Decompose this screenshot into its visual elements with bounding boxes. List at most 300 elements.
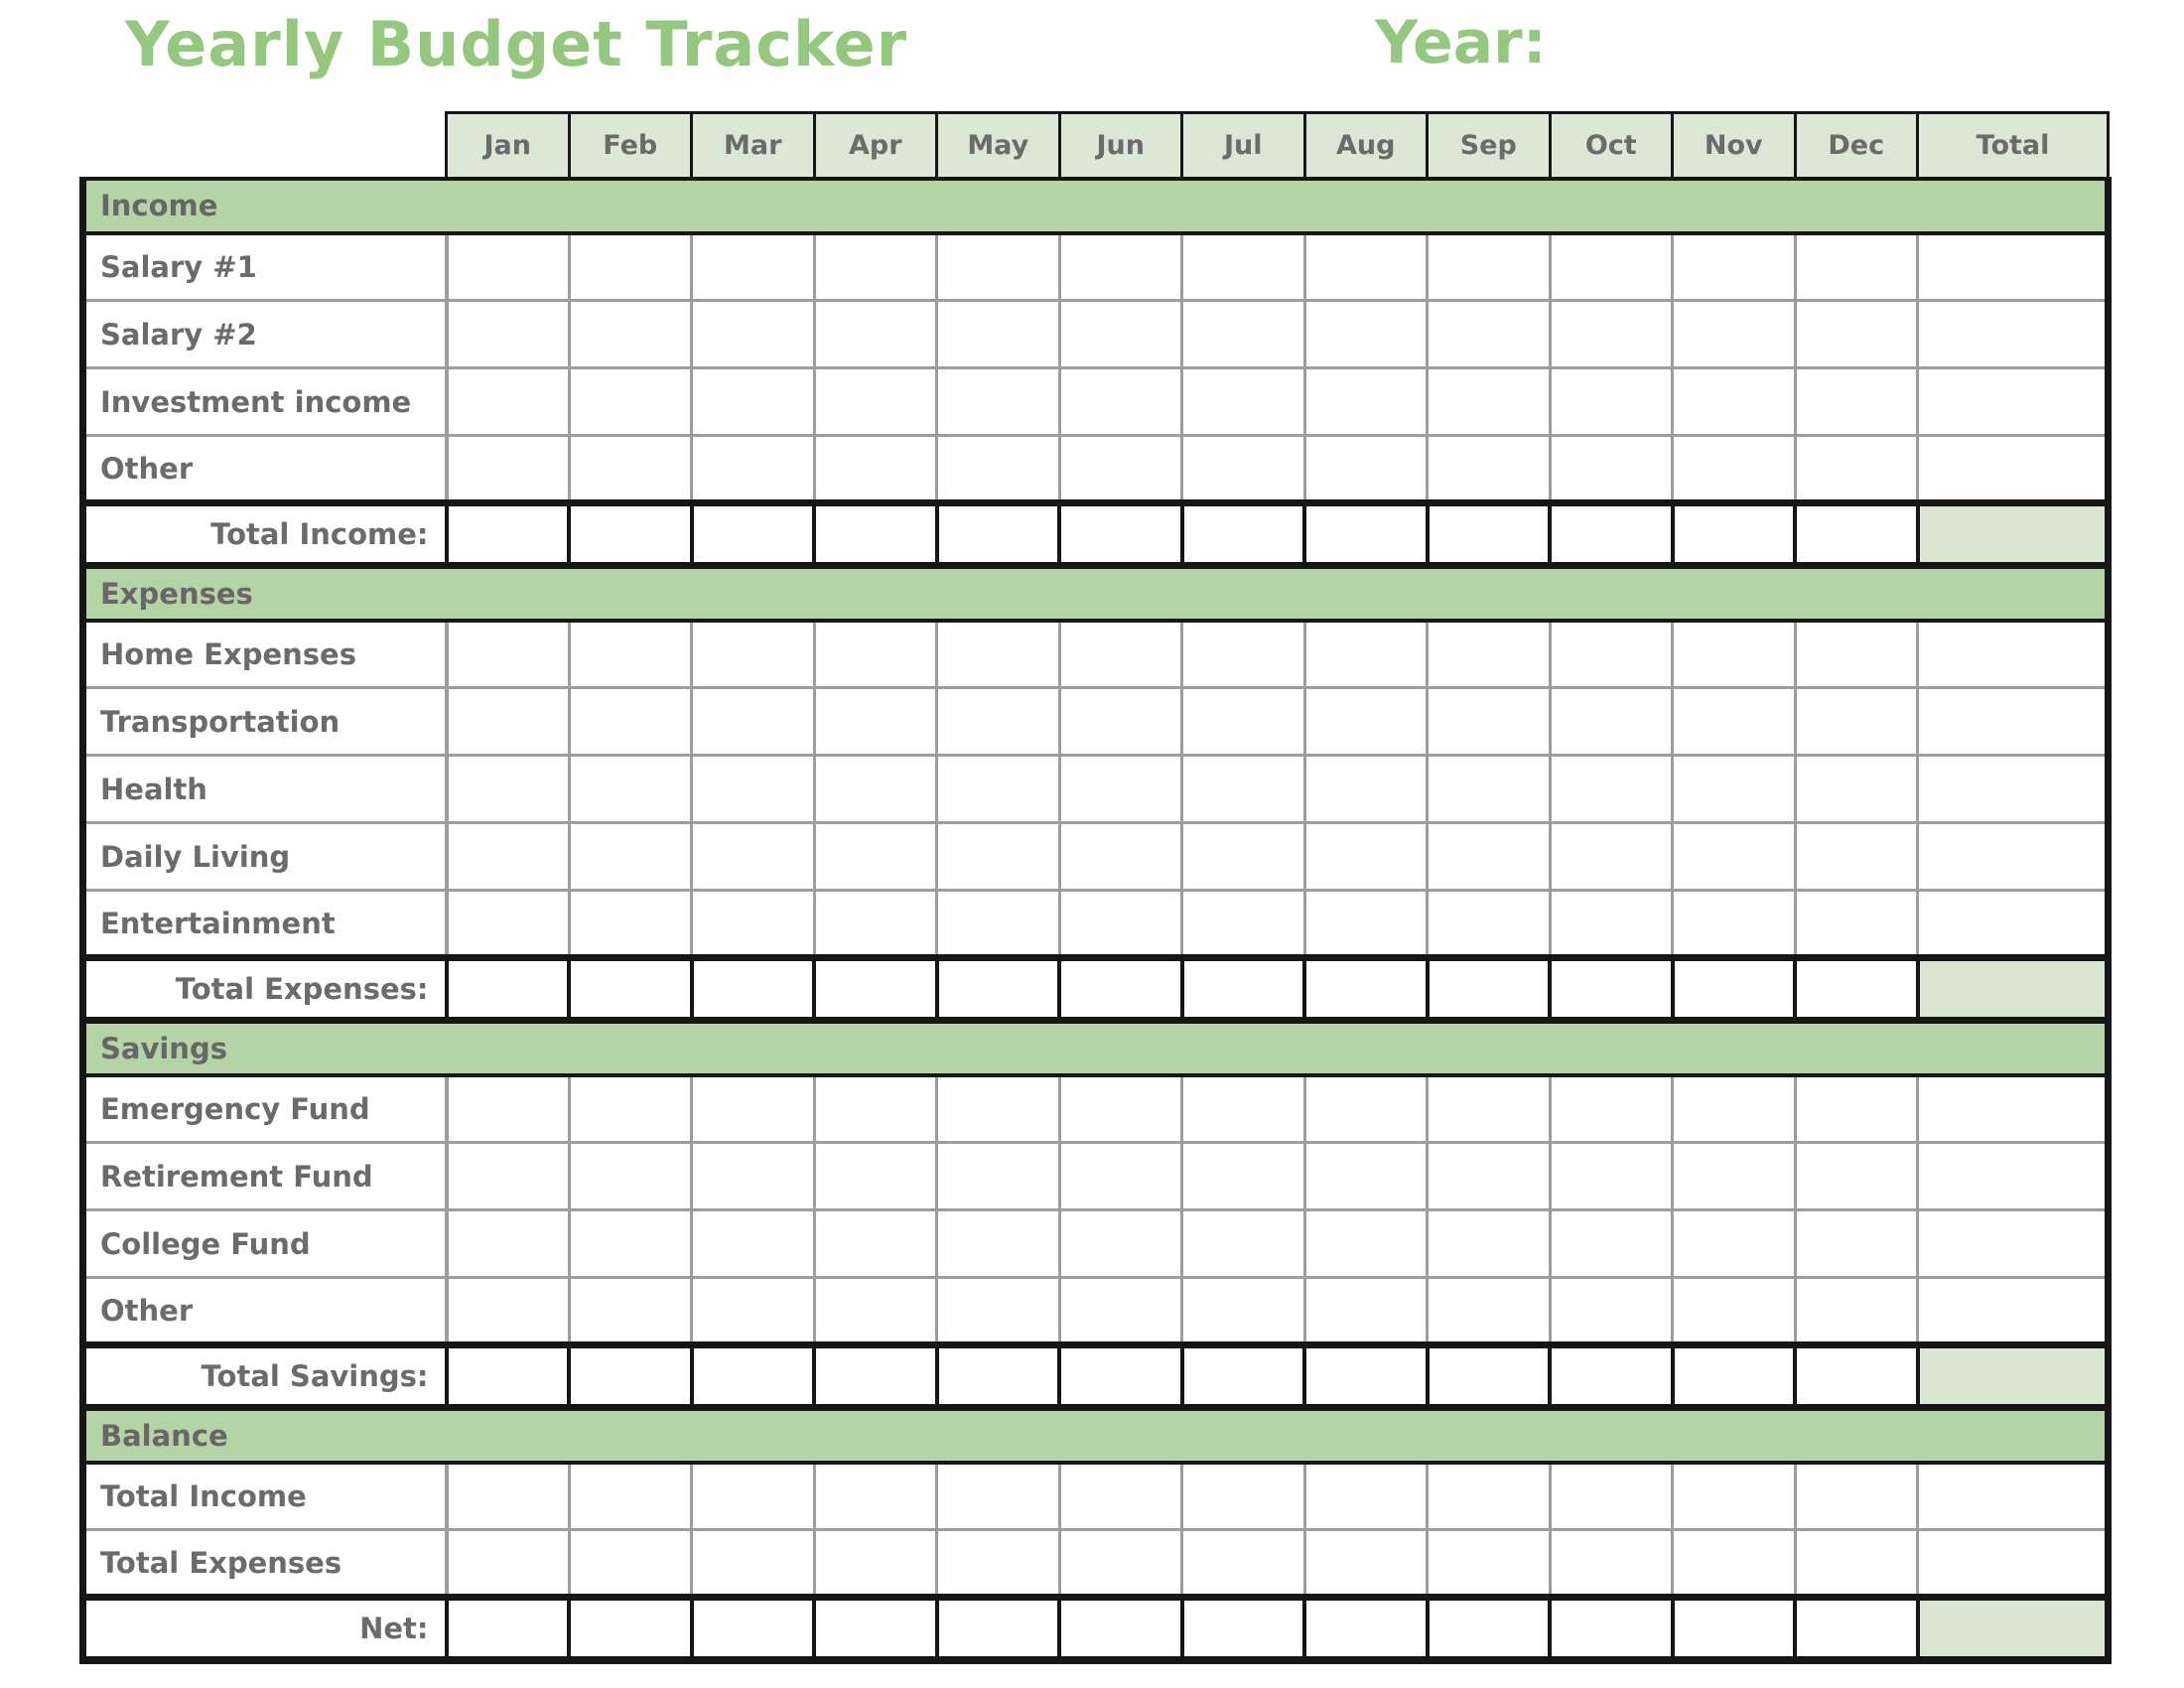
month-header-cell: Sep [1428,113,1551,179]
data-cell[interactable] [1182,1075,1305,1143]
data-cell[interactable] [1059,301,1182,368]
data-cell[interactable] [447,688,570,756]
data-cell[interactable] [1182,891,1305,958]
table-row [83,436,2109,503]
data-cell[interactable] [447,436,570,503]
total-data-cell[interactable] [692,503,815,566]
data-cell[interactable] [1182,1278,1305,1345]
data-cell[interactable] [569,891,692,958]
row-label: Other [83,436,447,503]
data-cell[interactable] [1550,1075,1673,1143]
data-cell[interactable] [447,368,570,436]
total-data-cell[interactable] [1795,1598,1918,1660]
total-header-cell: Total [1918,113,2109,179]
data-cell[interactable] [692,688,815,756]
data-cell[interactable] [1795,1210,1918,1278]
data-cell[interactable] [1059,823,1182,891]
row-total-cell[interactable] [1918,1463,2109,1530]
total-data-cell[interactable] [814,1345,937,1408]
data-cell[interactable] [1304,233,1428,301]
total-data-cell[interactable] [1428,1598,1551,1660]
total-data-cell[interactable] [1059,503,1182,566]
total-data-cell[interactable] [1304,503,1428,566]
row-total-cell[interactable] [1918,301,2109,368]
data-cell[interactable] [937,1463,1060,1530]
data-cell[interactable] [1795,688,1918,756]
total-data-cell[interactable] [447,958,570,1021]
total-data-cell[interactable] [692,1598,815,1660]
data-cell[interactable] [937,233,1060,301]
total-data-cell[interactable] [1673,1345,1796,1408]
data-cell[interactable] [1059,1463,1182,1530]
year-input[interactable] [1578,14,2055,77]
data-cell[interactable] [1059,621,1182,688]
row-total-cell[interactable] [1918,621,2109,688]
row-total-cell[interactable] [1918,1075,2109,1143]
data-cell[interactable] [1182,756,1305,823]
data-cell[interactable] [1304,301,1428,368]
total-row [83,1345,2109,1408]
data-cell[interactable] [1673,1143,1796,1210]
data-cell[interactable] [814,823,937,891]
data-cell[interactable] [814,436,937,503]
data-cell[interactable] [1304,1075,1428,1143]
data-cell[interactable] [1059,368,1182,436]
total-data-cell[interactable] [447,1598,570,1660]
data-cell[interactable] [1304,891,1428,958]
data-cell[interactable] [1550,1530,1673,1598]
row-total-cell[interactable] [1918,1210,2109,1278]
data-cell[interactable] [1673,368,1796,436]
row-total-cell[interactable] [1918,368,2109,436]
data-cell[interactable] [1795,1463,1918,1530]
data-cell[interactable] [937,891,1060,958]
data-cell[interactable] [1428,621,1551,688]
month-header-cell: May [937,113,1060,179]
data-cell[interactable] [1304,368,1428,436]
total-data-cell[interactable] [1550,503,1673,566]
data-cell[interactable] [1795,368,1918,436]
total-data-cell[interactable] [1550,1345,1673,1408]
data-cell[interactable] [1795,621,1918,688]
data-cell[interactable] [1673,823,1796,891]
data-cell[interactable] [692,368,815,436]
table-row [83,1530,2109,1598]
data-cell[interactable] [1059,891,1182,958]
table-row [83,688,2109,756]
data-cell[interactable] [937,1530,1060,1598]
table-row [83,1143,2109,1210]
section-header: Balance [83,1408,2109,1463]
total-data-cell[interactable] [1673,958,1796,1021]
data-cell[interactable] [1182,621,1305,688]
data-cell[interactable] [1304,688,1428,756]
total-data-cell[interactable] [1673,1598,1796,1660]
total-data-cell[interactable] [1673,503,1796,566]
table-row [83,823,2109,891]
budget-table [79,111,2112,1664]
data-cell[interactable] [1795,756,1918,823]
data-cell[interactable] [1673,688,1796,756]
data-cell[interactable] [1304,1278,1428,1345]
month-header-cell: Nov [1673,113,1796,179]
row-label: Home Expenses [83,621,447,688]
data-cell[interactable] [447,891,570,958]
data-cell[interactable] [1059,1210,1182,1278]
data-cell[interactable] [447,621,570,688]
data-cell[interactable] [1550,891,1673,958]
data-cell[interactable] [1059,756,1182,823]
row-total-cell[interactable] [1918,1143,2109,1210]
data-cell[interactable] [1428,368,1551,436]
data-cell[interactable] [1304,1530,1428,1598]
data-cell[interactable] [1550,756,1673,823]
data-cell[interactable] [1182,436,1305,503]
data-cell[interactable] [1550,233,1673,301]
total-data-cell[interactable] [1795,958,1918,1021]
data-cell[interactable] [1059,1143,1182,1210]
data-cell[interactable] [1059,233,1182,301]
total-row [83,1598,2109,1660]
data-cell[interactable] [692,756,815,823]
data-cell[interactable] [569,233,692,301]
total-data-cell[interactable] [1550,1598,1673,1660]
data-cell[interactable] [1550,1463,1673,1530]
data-cell[interactable] [1673,756,1796,823]
header-spacer [83,113,447,179]
data-cell[interactable] [1428,233,1551,301]
table-row [83,891,2109,958]
data-cell[interactable] [692,891,815,958]
total-data-cell[interactable] [692,1345,815,1408]
data-cell[interactable] [1182,1463,1305,1530]
data-cell[interactable] [1550,1210,1673,1278]
total-data-cell[interactable] [1428,958,1551,1021]
data-cell[interactable] [1182,301,1305,368]
data-cell[interactable] [1428,891,1551,958]
data-cell[interactable] [569,368,692,436]
month-header-cell: Jun [1059,113,1182,179]
data-cell[interactable] [1059,1075,1182,1143]
data-cell[interactable] [937,1210,1060,1278]
row-total-cell[interactable] [1918,891,2109,958]
data-cell[interactable] [1059,1530,1182,1598]
data-cell[interactable] [1795,1143,1918,1210]
month-header-cell: Oct [1550,113,1673,179]
data-cell[interactable] [692,823,815,891]
row-label: Total Expenses [83,1530,447,1598]
total-row-label: Total Income: [83,503,447,566]
table-row [83,1278,2109,1345]
data-cell[interactable] [692,1463,815,1530]
total-data-cell[interactable] [1059,1345,1182,1408]
total-data-cell[interactable] [937,503,1060,566]
data-cell[interactable] [692,1210,815,1278]
data-cell[interactable] [569,1143,692,1210]
data-cell[interactable] [1673,1530,1796,1598]
data-cell[interactable] [1182,1530,1305,1598]
data-cell[interactable] [1795,436,1918,503]
data-cell[interactable] [1428,436,1551,503]
total-data-cell[interactable] [447,503,570,566]
total-data-cell[interactable] [569,503,692,566]
data-cell[interactable] [814,1463,937,1530]
total-row [83,503,2109,566]
data-cell[interactable] [814,688,937,756]
data-cell[interactable] [1673,301,1796,368]
data-cell[interactable] [1182,1143,1305,1210]
data-cell[interactable] [692,621,815,688]
data-cell[interactable] [1550,301,1673,368]
data-cell[interactable] [1673,233,1796,301]
data-cell[interactable] [1673,1463,1796,1530]
data-cell[interactable] [814,891,937,958]
data-cell[interactable] [447,1143,570,1210]
data-cell[interactable] [1795,823,1918,891]
data-cell[interactable] [814,1278,937,1345]
data-cell[interactable] [814,756,937,823]
row-total-cell[interactable] [1918,1530,2109,1598]
data-cell[interactable] [1795,891,1918,958]
total-data-cell[interactable] [1428,1345,1551,1408]
data-cell[interactable] [1428,1530,1551,1598]
data-cell[interactable] [447,1530,570,1598]
data-cell[interactable] [1673,1210,1796,1278]
row-label: Salary #2 [83,301,447,368]
total-data-cell[interactable] [1428,503,1551,566]
data-cell[interactable] [569,436,692,503]
total-data-cell[interactable] [814,1598,937,1660]
data-cell[interactable] [1182,688,1305,756]
data-cell[interactable] [1304,621,1428,688]
total-data-cell[interactable] [937,1345,1060,1408]
section-header: Savings [83,1021,2109,1075]
data-cell[interactable] [937,823,1060,891]
data-cell[interactable] [692,436,815,503]
grand-total-cell[interactable] [1918,1345,2109,1408]
data-cell[interactable] [1304,823,1428,891]
data-cell[interactable] [937,368,1060,436]
data-cell[interactable] [1673,1075,1796,1143]
data-cell[interactable] [569,823,692,891]
data-cell[interactable] [1304,1210,1428,1278]
row-label: Health [83,756,447,823]
row-label: Total Income [83,1463,447,1530]
data-cell[interactable] [1428,1075,1551,1143]
month-header-cell: Dec [1795,113,1918,179]
data-cell[interactable] [1182,368,1305,436]
total-data-cell[interactable] [1182,503,1305,566]
month-header-cell: Apr [814,113,937,179]
data-cell[interactable] [447,1075,570,1143]
section-header: Income [83,179,2109,233]
data-cell[interactable] [937,436,1060,503]
data-cell[interactable] [1795,1075,1918,1143]
data-cell[interactable] [1550,1278,1673,1345]
data-cell[interactable] [447,1278,570,1345]
data-cell[interactable] [1182,233,1305,301]
section-header: Expenses [83,566,2109,621]
row-label: Daily Living [83,823,447,891]
data-cell[interactable] [937,1278,1060,1345]
data-cell[interactable] [1304,756,1428,823]
data-cell[interactable] [1428,1463,1551,1530]
data-cell[interactable] [447,823,570,891]
data-cell[interactable] [1428,1210,1551,1278]
data-cell[interactable] [1428,301,1551,368]
row-label: Other [83,1278,447,1345]
data-cell[interactable] [1428,823,1551,891]
table-row [83,1210,2109,1278]
month-header-cell: Mar [692,113,815,179]
data-cell[interactable] [937,621,1060,688]
data-cell[interactable] [569,1530,692,1598]
data-cell[interactable] [937,756,1060,823]
data-cell[interactable] [569,1210,692,1278]
data-cell[interactable] [814,368,937,436]
total-data-cell[interactable] [1304,958,1428,1021]
data-cell[interactable] [569,756,692,823]
data-cell[interactable] [569,301,692,368]
data-cell[interactable] [569,1278,692,1345]
data-cell[interactable] [1795,1530,1918,1598]
month-header-cell: Jul [1182,113,1305,179]
total-data-cell[interactable] [447,1345,570,1408]
row-label: Entertainment [83,891,447,958]
data-cell[interactable] [1795,233,1918,301]
data-cell[interactable] [447,301,570,368]
data-cell[interactable] [692,301,815,368]
data-cell[interactable] [1428,1143,1551,1210]
table-row [83,621,2109,688]
row-label: Investment income [83,368,447,436]
data-cell[interactable] [1059,688,1182,756]
table-row [83,301,2109,368]
data-cell[interactable] [447,1463,570,1530]
data-cell[interactable] [937,1143,1060,1210]
table-row [83,756,2109,823]
data-cell[interactable] [1550,368,1673,436]
row-total-cell[interactable] [1918,688,2109,756]
month-header-cell: Feb [569,113,692,179]
total-data-cell[interactable] [1304,1598,1428,1660]
table-row [83,233,2109,301]
data-cell[interactable] [692,1530,815,1598]
data-cell[interactable] [1550,436,1673,503]
data-cell[interactable] [814,1530,937,1598]
data-cell[interactable] [569,1075,692,1143]
data-cell[interactable] [1059,1278,1182,1345]
row-label: Retirement Fund [83,1143,447,1210]
data-cell[interactable] [1795,301,1918,368]
data-cell[interactable] [692,1143,815,1210]
data-cell[interactable] [447,233,570,301]
grand-total-cell[interactable] [1918,958,2109,1021]
total-data-cell[interactable] [1304,1345,1428,1408]
table-row [83,1463,2109,1530]
total-row-label: Total Expenses: [83,958,447,1021]
data-cell[interactable] [569,1463,692,1530]
total-data-cell[interactable] [1182,1345,1305,1408]
total-data-cell[interactable] [692,958,815,1021]
data-cell[interactable] [814,1143,937,1210]
data-cell[interactable] [1550,823,1673,891]
row-label: Transportation [83,688,447,756]
data-cell[interactable] [1428,688,1551,756]
data-cell[interactable] [1673,1278,1796,1345]
data-cell[interactable] [569,621,692,688]
grand-total-cell[interactable] [1918,503,2109,566]
total-data-cell[interactable] [1059,958,1182,1021]
data-cell[interactable] [569,688,692,756]
data-cell[interactable] [1550,621,1673,688]
year-label: Year: [1375,8,1547,77]
row-total-cell[interactable] [1918,823,2109,891]
row-label: Salary #1 [83,233,447,301]
total-data-cell[interactable] [1795,1345,1918,1408]
data-cell[interactable] [1304,1463,1428,1530]
data-cell[interactable] [814,621,937,688]
row-total-cell[interactable] [1918,436,2109,503]
data-cell[interactable] [937,688,1060,756]
data-cell[interactable] [447,756,570,823]
data-cell[interactable] [1304,1143,1428,1210]
total-data-cell[interactable] [937,958,1060,1021]
total-row [83,958,2109,1021]
data-cell[interactable] [447,1210,570,1278]
total-data-cell[interactable] [569,1598,692,1660]
data-cell[interactable] [1059,436,1182,503]
data-cell[interactable] [1182,1210,1305,1278]
data-cell[interactable] [1428,1278,1551,1345]
data-cell[interactable] [1673,621,1796,688]
total-data-cell[interactable] [814,503,937,566]
grand-total-cell[interactable] [1918,1598,2109,1660]
total-data-cell[interactable] [1182,1598,1305,1660]
data-cell[interactable] [1550,1143,1673,1210]
total-row-label: Net: [83,1598,447,1660]
total-data-cell[interactable] [1550,958,1673,1021]
data-cell[interactable] [1795,1278,1918,1345]
page-title: Yearly Budget Tracker [125,8,908,80]
data-cell[interactable] [692,233,815,301]
data-cell[interactable] [937,301,1060,368]
data-cell[interactable] [1673,891,1796,958]
data-cell[interactable] [692,1278,815,1345]
data-cell[interactable] [937,1075,1060,1143]
data-cell[interactable] [814,1210,937,1278]
row-total-cell[interactable] [1918,1278,2109,1345]
data-cell[interactable] [814,301,937,368]
data-cell[interactable] [692,1075,815,1143]
row-total-cell[interactable] [1918,756,2109,823]
data-cell[interactable] [814,233,937,301]
data-cell[interactable] [1550,688,1673,756]
row-total-cell[interactable] [1918,233,2109,301]
data-cell[interactable] [1304,436,1428,503]
total-data-cell[interactable] [569,958,692,1021]
data-cell[interactable] [1182,823,1305,891]
total-data-cell[interactable] [1182,958,1305,1021]
total-data-cell[interactable] [569,1345,692,1408]
total-data-cell[interactable] [814,958,937,1021]
total-data-cell[interactable] [1795,503,1918,566]
data-cell[interactable] [1673,436,1796,503]
total-data-cell[interactable] [937,1598,1060,1660]
data-cell[interactable] [814,1075,937,1143]
total-data-cell[interactable] [1059,1598,1182,1660]
data-cell[interactable] [1428,756,1551,823]
